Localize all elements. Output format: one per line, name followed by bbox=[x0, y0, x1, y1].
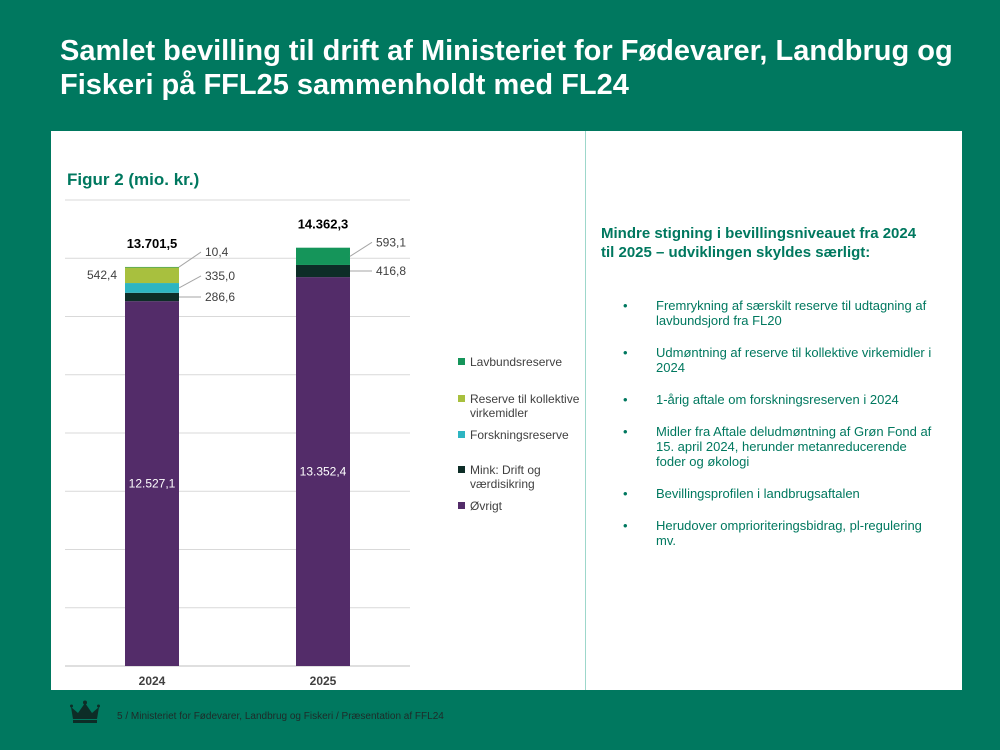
legend-item bbox=[458, 392, 608, 420]
footer-text: 5 / Ministeriet for Fødevarer, Landbrug og Fiskeri / Præsentation af FFL24 bbox=[117, 711, 444, 722]
slide-title: Samlet bevilling til drift af Ministeriet for Fødevarer, Landbrug og Fiskeri på FFL25 sammenholdt med FL24 bbox=[60, 35, 953, 101]
legend-swatch bbox=[458, 395, 465, 402]
leader-line bbox=[179, 252, 201, 267]
bullet-dot: • bbox=[623, 424, 628, 439]
bar-segment-2025-4 bbox=[296, 248, 350, 265]
side-heading: Mindre stigning i bevillingsniveauet fra 2024 til 2025 – udviklingen skyldes særligt: bbox=[601, 225, 917, 261]
crown-icon bbox=[70, 700, 100, 731]
legend-swatch bbox=[458, 466, 465, 473]
bullet-item bbox=[620, 345, 940, 375]
bullet-dot: • bbox=[623, 345, 628, 360]
bullet-text: Midler fra Aftale deludmøntning af Grøn Fond af 15. april 2024, herunder metanreducerende foder og økologi bbox=[656, 424, 932, 469]
bullet-dot: • bbox=[623, 486, 628, 501]
bar-segment-2025-1 bbox=[296, 265, 350, 277]
legend-item bbox=[458, 463, 608, 491]
bar-segment-2024-1 bbox=[125, 293, 179, 301]
bullet-dot: • bbox=[623, 518, 628, 533]
x-tick-label-2025: 2025 bbox=[309, 674, 337, 688]
legend-item bbox=[458, 428, 608, 442]
x-tick-label-2024: 2024 bbox=[138, 674, 166, 688]
bullet-text: Fremrykning af særskilt reserve til udtagning af lavbundsjord fra FL20 bbox=[656, 298, 927, 328]
bullet-list bbox=[620, 298, 940, 565]
bar-segment-2024-4 bbox=[125, 267, 179, 268]
legend-swatch bbox=[458, 431, 465, 438]
legend-swatch bbox=[458, 502, 465, 509]
leader-line bbox=[350, 242, 372, 256]
bullet-item bbox=[620, 392, 940, 407]
bullet-dot: • bbox=[623, 298, 628, 313]
legend-label: Lavbundsreserve bbox=[470, 355, 563, 369]
bullet-item bbox=[620, 424, 940, 469]
total-label-2024: 13.701,5 bbox=[126, 235, 178, 251]
bullet-text: 1-årig aftale om forskningsreserven i 2024 bbox=[656, 392, 899, 407]
bullet-text: Udmøntning af reserve til kollektive virkemidler i 2024 bbox=[656, 345, 932, 375]
bullet-item bbox=[620, 298, 940, 328]
bullet-item bbox=[620, 486, 940, 501]
data-label-2024-0: 12.527,1 bbox=[128, 476, 176, 491]
legend-label: Reserve til kollektive virkemidler bbox=[470, 392, 580, 420]
legend-label: Forskningsreserve bbox=[470, 428, 569, 442]
data-label-2025-1: 416,8 bbox=[376, 264, 407, 279]
total-label-2025: 14.362,3 bbox=[297, 216, 349, 232]
figure-title: Figur 2 (mio. kr.) bbox=[67, 170, 200, 189]
legend-swatch bbox=[458, 358, 465, 365]
legend-item bbox=[458, 355, 608, 369]
bar-segment-2024-3 bbox=[125, 267, 179, 283]
bullet-text: Herudover omprioriteringsbidrag, pl-regulering mv. bbox=[656, 518, 922, 548]
legend-label: Mink: Drift og værdisikring bbox=[470, 463, 541, 491]
data-label-2024-3: 542,4 bbox=[86, 268, 117, 283]
bullet-text: Bevillingsprofilen i landbrugsaftalen bbox=[656, 486, 860, 501]
data-label-2024-1: 286,6 bbox=[205, 289, 236, 304]
data-label-2025-4: 593,1 bbox=[376, 235, 407, 250]
legend-label: Øvrigt bbox=[470, 499, 503, 513]
legend-item bbox=[458, 499, 608, 513]
data-label-2024-2: 335,0 bbox=[205, 268, 236, 283]
leader-line bbox=[179, 276, 201, 288]
data-label-2024-4: 10,4 bbox=[205, 245, 229, 260]
data-label-2025-0: 13.352,4 bbox=[299, 464, 347, 479]
bar-segment-2024-2 bbox=[125, 283, 179, 293]
bullet-item bbox=[620, 518, 940, 548]
bullet-dot: • bbox=[623, 392, 628, 407]
